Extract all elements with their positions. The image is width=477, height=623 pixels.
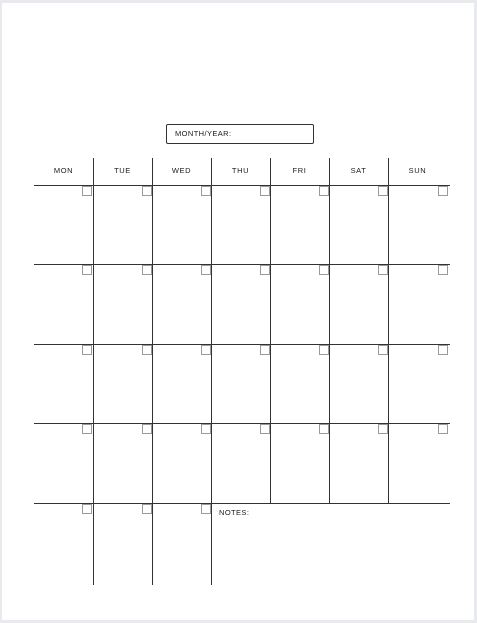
grid-line-col-6: [388, 158, 389, 503]
date-box[interactable]: [82, 186, 92, 196]
date-box[interactable]: [201, 424, 211, 434]
day-header-sun: SUN: [408, 166, 427, 175]
date-box[interactable]: [438, 345, 448, 355]
date-box[interactable]: [438, 424, 448, 434]
day-header-wed: WED: [171, 166, 192, 175]
grid-line-col-2: [152, 158, 153, 585]
date-box[interactable]: [142, 504, 152, 514]
day-header-fri: FRI: [292, 166, 307, 175]
date-box[interactable]: [201, 186, 211, 196]
month-year-field[interactable]: [166, 124, 314, 144]
grid-line-col-4: [270, 158, 271, 503]
day-header-mon: MON: [53, 166, 74, 175]
date-box[interactable]: [378, 186, 388, 196]
date-box[interactable]: [142, 424, 152, 434]
date-box[interactable]: [142, 186, 152, 196]
date-box[interactable]: [82, 504, 92, 514]
date-box[interactable]: [82, 424, 92, 434]
date-box[interactable]: [260, 424, 270, 434]
date-box[interactable]: [82, 265, 92, 275]
grid-line-col-3: [211, 158, 212, 585]
date-box[interactable]: [82, 345, 92, 355]
date-box[interactable]: [378, 265, 388, 275]
date-box[interactable]: [319, 265, 329, 275]
grid-line-col-1: [93, 158, 94, 585]
date-box[interactable]: [142, 265, 152, 275]
date-box[interactable]: [260, 345, 270, 355]
date-box[interactable]: [142, 345, 152, 355]
date-box[interactable]: [378, 345, 388, 355]
date-box[interactable]: [438, 265, 448, 275]
notes-label: NOTES:: [219, 508, 250, 517]
calendar-page: [2, 3, 474, 620]
date-box[interactable]: [201, 265, 211, 275]
date-box[interactable]: [260, 186, 270, 196]
month-year-label: MONTH/YEAR:: [175, 129, 232, 138]
day-header-thu: THU: [231, 166, 250, 175]
date-box[interactable]: [319, 345, 329, 355]
date-box[interactable]: [319, 424, 329, 434]
day-header-tue: TUE: [114, 166, 131, 175]
date-box[interactable]: [201, 345, 211, 355]
date-box[interactable]: [260, 265, 270, 275]
date-box[interactable]: [319, 186, 329, 196]
date-box[interactable]: [378, 424, 388, 434]
grid-line-row-5: [34, 503, 450, 504]
date-box[interactable]: [201, 504, 211, 514]
date-box[interactable]: [438, 186, 448, 196]
grid-line-col-5: [329, 158, 330, 503]
day-header-sat: SAT: [350, 166, 367, 175]
